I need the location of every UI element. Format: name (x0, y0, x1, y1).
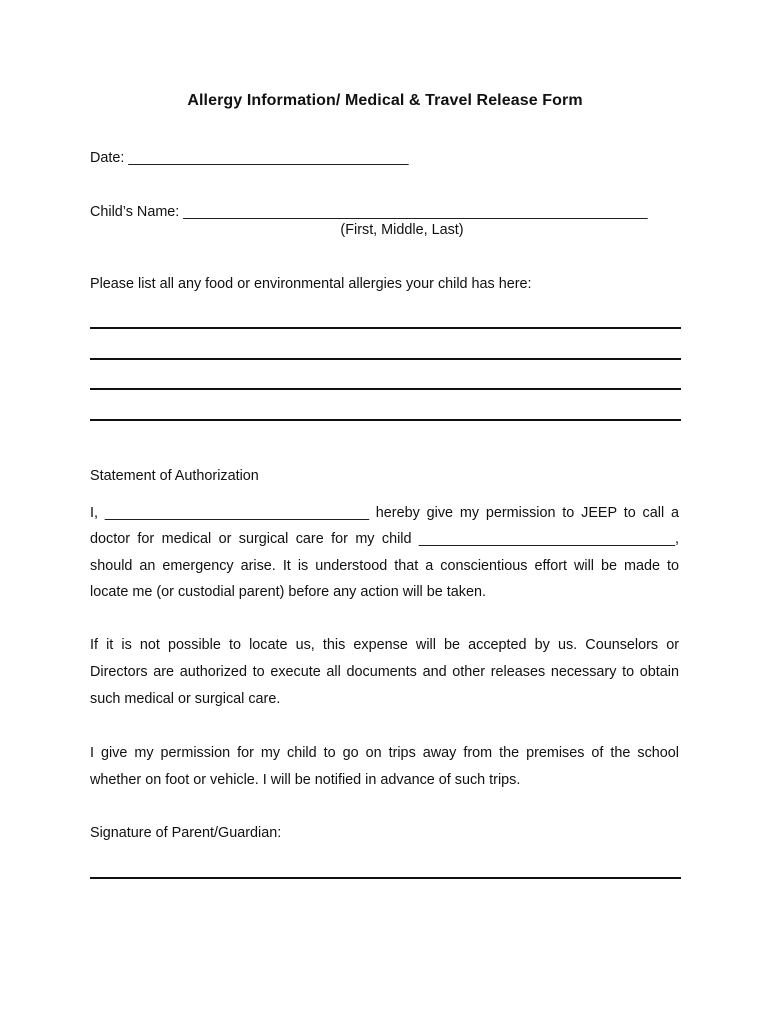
form-title: Allergy Information/ Medical & Travel Release Form (187, 92, 583, 109)
authorization-para1-line4: locate me (or custodial parent) before any action will be taken. (90, 584, 486, 600)
authorization-para2-line3: such medical or surgical care. (90, 691, 281, 707)
allergy-line-2[interactable] (90, 358, 681, 360)
allergy-line-4[interactable] (90, 419, 681, 421)
allergies-prompt: Please list all any food or environmental allergies your child has here: (90, 276, 532, 292)
authorization-para1-line2[interactable]: doctor for medical or surgical care for my child ________________________________, (90, 531, 679, 547)
date-field[interactable]: Date: ___________________________________ (90, 150, 409, 166)
authorization-para3-line1: I give my permission for my child to go on trips away from the premises of the school (90, 745, 679, 761)
child-name-field[interactable]: Child’s Name: __________________________________________________________ (90, 204, 648, 220)
authorization-para1-line1[interactable]: I, _________________________________ hereby give my permission to JEEP to call a (90, 505, 679, 521)
child-name-hint: (First, Middle, Last) (340, 222, 464, 238)
authorization-para2-line2: Directors are authorized to execute all documents and other releases necessary to obtain (90, 664, 679, 680)
authorization-para3-line2: whether on foot or vehicle. I will be notified in advance of such trips. (90, 772, 521, 788)
allergy-line-1[interactable] (90, 327, 681, 329)
authorization-para2-line1: If it is not possible to locate us, this expense will be accepted by us. Counselors or (90, 637, 679, 653)
authorization-para1-line3: should an emergency arise. It is understood that a conscientious effort will be made to (90, 558, 679, 574)
authorization-heading: Statement of Authorization (90, 468, 259, 484)
allergy-line-3[interactable] (90, 388, 681, 390)
signature-line[interactable] (90, 877, 681, 879)
signature-label: Signature of Parent/Guardian: (90, 825, 282, 841)
